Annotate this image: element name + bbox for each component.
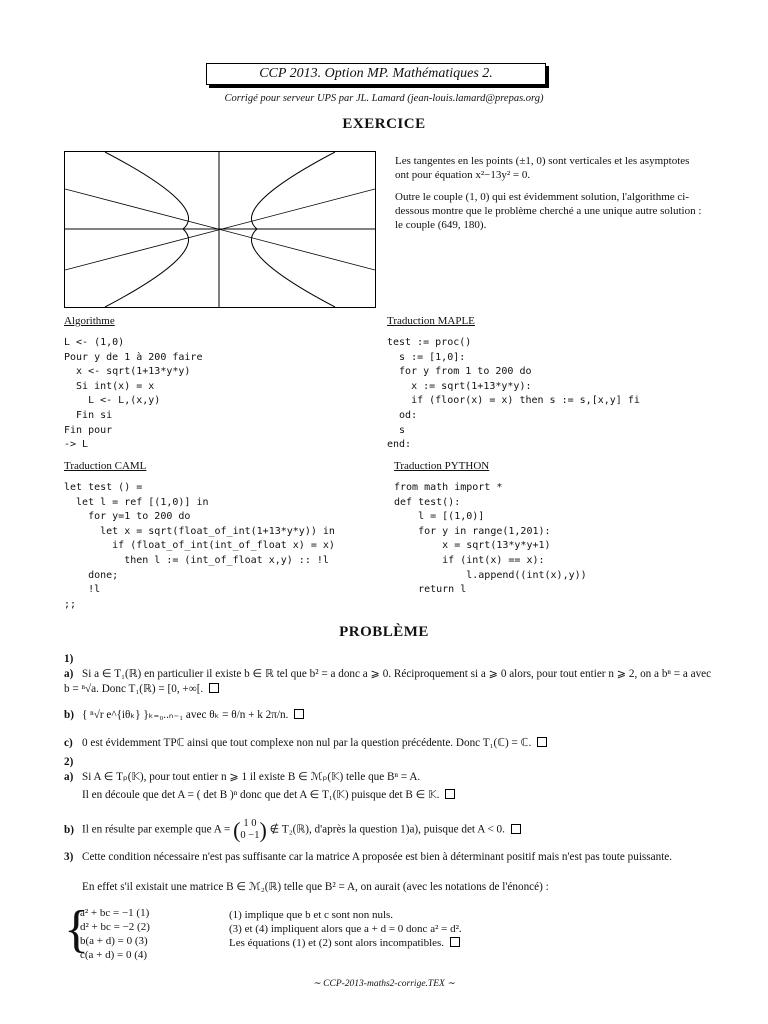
q3-label: 3) [64, 851, 74, 863]
python-heading: Traduction PYTHON [394, 460, 490, 472]
q3-text: Cette condition nécessaire n'est pas suffisante car la matrice A proposée est bien à déterminant positif mais n'est pas toute puissante. [82, 851, 673, 863]
q1b [64, 708, 714, 723]
exercice-text-1: Les tangentes en les points (±1, 0) sont verticales et les asymptotes ont pour équation x²−13y² = 0. [395, 155, 690, 181]
q2a-line2 [82, 788, 714, 803]
matrix-paren-right: ) [259, 817, 267, 843]
subtitle: Corrigé pour serveur UPS par JL. Lamard (jean-louis.lamard@prepas.org) [224, 93, 544, 104]
probleme-heading: PROBLÈME [339, 624, 429, 640]
equation-4: c(a + d) = 0 (4) [80, 949, 148, 961]
system-comments [229, 908, 462, 950]
exercice-text-2: Outre le couple (1, 0) qui est évidemment solution, l'algorithme ci-dessous montre que le problème cherché a une unique autre solution : le couple (649, 180). [395, 191, 702, 231]
algo-code: L <- (1,0) Pour y de 1 à 200 faire x <- sqrt(1+13*y*y) Si int(x) = x L <- L,(x,y) Fin si Fin pour -> L [64, 337, 203, 451]
q1b-text: { ⁿ√r e^{iθₖ} }ₖ₌₀..ₙ₋₁ avec θₖ = θ/n + k 2π/n. [82, 709, 289, 721]
q1c [64, 736, 714, 751]
maple-heading: Traduction MAPLE [387, 315, 475, 327]
q1c-label: c) [64, 737, 73, 749]
matrix-row-2: 0 −1 [240, 830, 260, 841]
matrix-row-1: 1 0 [243, 818, 257, 829]
comment-3: Les équations (1) et (2) sont alors incompatibles. [229, 936, 462, 950]
caml-heading: Traduction CAML [64, 460, 147, 472]
system-brace: { [64, 901, 89, 958]
equation-3: b(a + d) = 0 (3) [80, 935, 148, 947]
q1a-label: a) [64, 668, 74, 680]
q1a [64, 667, 714, 697]
comment-2: (3) et (4) impliquent alors que a + d = 0 donc a² = d². [229, 923, 462, 935]
equation-system [80, 906, 150, 962]
q1-number: 1) [64, 653, 74, 665]
maple-code: test := proc() s := [1,0]: for y from 1 to 200 do x := sqrt(1+13*y*y): if (floor(x) = x) then s := s,[x,y] fi od: s end: [387, 337, 640, 451]
q2b [64, 818, 714, 842]
q2a-label: a) [64, 771, 74, 783]
q2-number: 2) [64, 756, 74, 768]
page-title: CCP 2013. Option MP. Mathématiques 2. [206, 63, 546, 85]
q3 [64, 850, 714, 865]
hyperbola-plot [65, 152, 375, 307]
q1a-text: Si a ∈ T₁(ℝ) en particulier il existe b ∈ ℝ tel que b² = a donc a ⩾ 0. Réciproquement si a ⩾ 0 alors, pour tout entier n ⩾ 2, on a bⁿ = a avec b = ⁿ√a. Donc T₁(ℝ) = [0, +∞[. [64, 668, 712, 695]
comment-1: (1) implique que b et c sont non nuls. [229, 909, 394, 921]
q2b-pre: Il en résulte par exemple que A = [82, 823, 231, 836]
q2b-label: b) [64, 823, 74, 836]
q2a-line2-text: Il en découle que det A = ( det B )ⁿ donc que det A ∈ T₁(𝕂) puisque det B ∈ 𝕂. [82, 789, 440, 801]
hyperbola-figure [64, 151, 376, 308]
q3-text2: En effet s'il existait une matrice B ∈ ℳ₂(ℝ) telle que B² = A, on aurait (avec les notations de l'énoncé) : [82, 881, 549, 893]
q1c-text: 0 est évidemment TPℂ ainsi que tout complexe non nul par la question précédente. Donc T₁(ℂ) = ℂ. [82, 737, 532, 749]
q2b-post: ∉ T₂(ℝ), d'après la question 1)a), puisque det A < 0. [269, 823, 505, 836]
matrix [240, 818, 259, 842]
q2a [64, 770, 714, 785]
qed-icon [537, 737, 547, 747]
exercice-heading: EXERCICE [342, 116, 426, 132]
q2a-line1: Si A ∈ Tₚ(𝕂), pour tout entier n ⩾ 1 il existe B ∈ ℳₚ(𝕂) telle que Bⁿ = A. [82, 771, 421, 783]
qed-icon [511, 824, 521, 834]
q1b-label: b) [64, 709, 74, 721]
qed-icon [209, 683, 219, 693]
equation-2: d² + bc = −2 (2) [80, 921, 150, 933]
matrix-paren-left: ( [233, 817, 241, 843]
qed-icon [450, 937, 460, 947]
caml-code: let test () = let l = ref [(1,0)] in for y=1 to 200 do let x = sqrt(float_of_int(1+13*y*y)) in if (float_of_int(int_of_float x) = x) then l := (int_of_float x,y) :: !l done; !l ;; [64, 482, 335, 610]
python-code: from math import * def test(): l = [(1,0)] for y in range(1,201): x = sqrt(13*y*y+1) if (int(x) == x): l.append((int(x),y)) return l [394, 482, 587, 596]
qed-icon [445, 789, 455, 799]
qed-icon [294, 709, 304, 719]
algo-heading: Algorithme [64, 315, 115, 327]
equation-1: a² + bc = −1 (1) [80, 907, 150, 919]
page-footer: ∼ CCP-2013-maths2-corrige.TEX ∼ [312, 979, 456, 989]
